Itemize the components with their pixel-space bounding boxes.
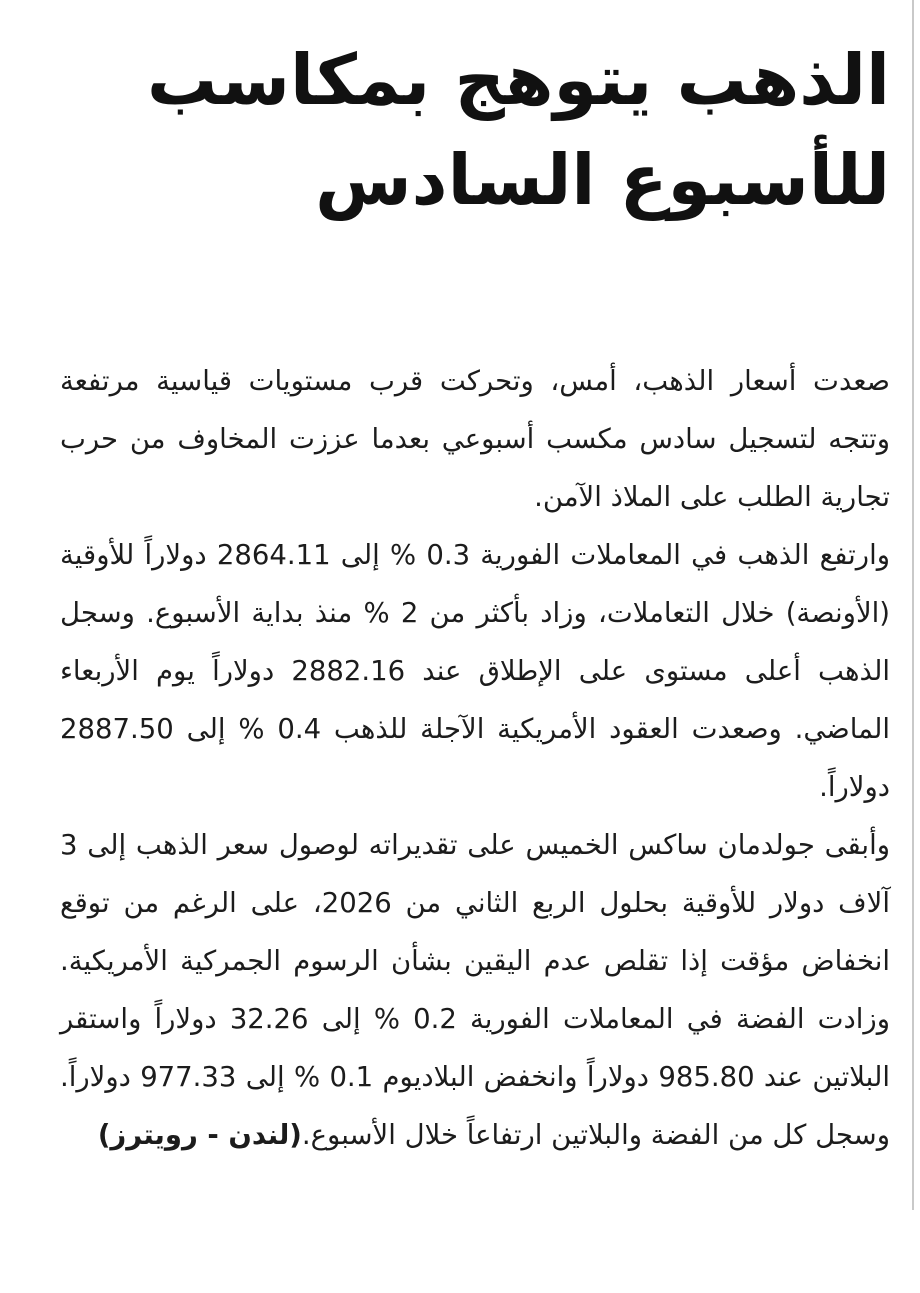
column-edge-rule — [912, 0, 914, 1210]
article-paragraph-3 — [60, 816, 890, 1164]
article-credit: (لندن - رويترز) — [97, 1119, 302, 1151]
headline-line-2: للأسبوع السادس — [315, 139, 890, 221]
article-paragraph-3-text: وأبقى جولدمان ساكس الخميس على تقديراته لوصول سعر الذهب إلى 3 آلاف دولار للأوقية بحلول الربع الثاني من 2026، على الرغم من توقع انخفاض مؤقت إذا تقلص عدم اليقين بشأن الرسوم الجمركية الأمريكية. وزادت الفضة في المعاملات الفورية 0.2 % إلى 32.26 دولاراً واستقر البلاتين عند 985.80 دولاراً وانخفض البلاديوم 0.1 % إلى 977.33 دولاراً. وسجل كل من الفضة والبلاتين ارتفاعاً خلال الأسبوع. — [60, 829, 890, 1151]
article-body — [60, 352, 890, 1164]
headline-line-1: الذهب يتوهج بمكاسب — [147, 39, 890, 121]
article-paragraph-2: وارتفع الذهب في المعاملات الفورية 0.3 % إلى 2864.11 دولاراً للأوقية (الأونصة) خلال التعاملات، وزاد بأكثر من 2 % منذ بداية الأسبوع. وسجل الذهب أعلى مستوى على الإطلاق عند 2882.16 دولاراً يوم الأربعاء الماضي. وصعدت العقود الأمريكية الآجلة للذهب 0.4 % إلى 2887.50 دولاراً. — [60, 539, 891, 803]
article-paragraph-1: صعدت أسعار الذهب، أمس، وتحركت قرب مستويات قياسية مرتفعة وتتجه لتسجيل سادس مكسب أسبوعي بعدما عززت المخاوف من حرب تجارية الطلب على الملاذ الآمن. — [60, 365, 890, 513]
article-headline — [60, 30, 890, 230]
news-article — [60, 30, 890, 1164]
